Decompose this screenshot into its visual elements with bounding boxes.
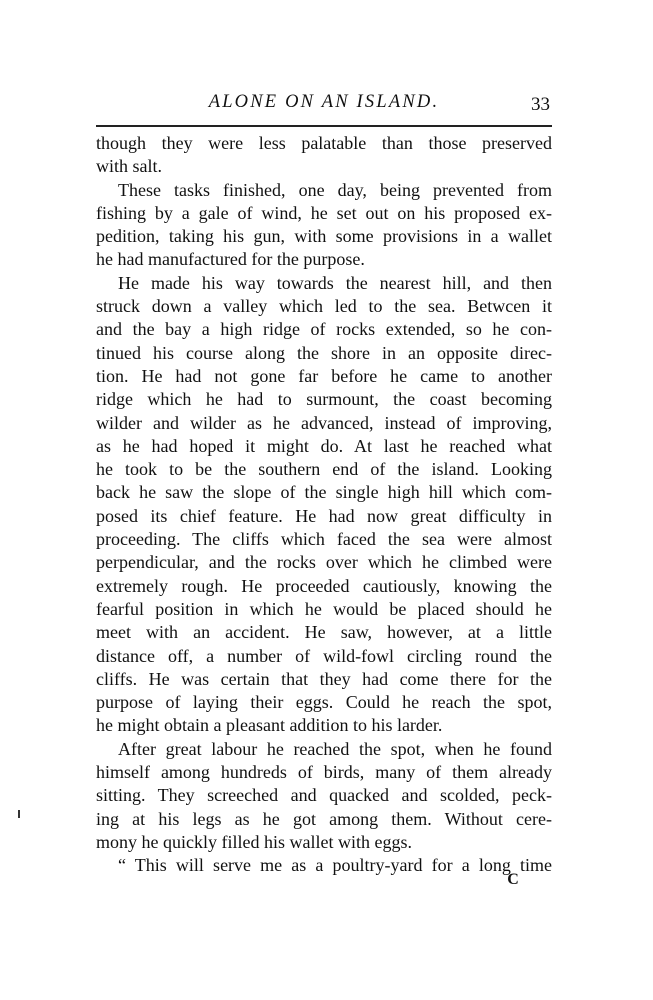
text-line: meet with an accident. He saw, however, at a little — [96, 622, 552, 643]
text-line: cliffs. He was certain that they had come there for the — [96, 668, 552, 689]
text-line: fearful position in which he would be placed should he — [96, 598, 552, 619]
text-line: with salt. — [96, 156, 162, 177]
text-line: he had manufactured for the purpose. — [96, 249, 365, 270]
text-line: ridge which he had to surmount, the coast becoming — [96, 389, 552, 410]
text-line: “ This will serve me as a poultry-yard for a long time — [118, 855, 552, 876]
text-line: tion. He had not gone far before he came to another — [96, 365, 552, 386]
text-line: ing at his legs as he got among them. Without cere- — [96, 808, 552, 829]
text-line: mony he quickly filled his wallet with eggs. — [96, 831, 412, 852]
text-line: extremely rough. He proceeded cautiously, knowing the — [96, 575, 552, 596]
text-line: distance off, a number of wild-fowl circling round the — [96, 645, 552, 666]
text-line: he might obtain a pleasant addition to his larder. — [96, 715, 443, 736]
text-line: After great labour he reached the spot, when he found — [118, 738, 552, 759]
body-text — [96, 132, 552, 878]
text-line: back he saw the slope of the single high hill which com- — [96, 482, 552, 503]
text-line: proceeding. The cliffs which faced the sea were almost — [96, 529, 552, 550]
text-line: perpendicular, and the rocks over which he climbed were — [96, 552, 552, 573]
text-line: sitting. They screeched and quacked and scolded, peck- — [96, 785, 552, 806]
text-line: posed its chief feature. He had now great difficulty in — [96, 505, 552, 526]
header-rule — [96, 125, 552, 127]
text-line: he took to be the southern end of the island. Looking — [96, 459, 552, 480]
text-line: tinued his course along the shore in an opposite direc- — [96, 342, 552, 363]
text-line: himself among hundreds of birds, many of them already — [96, 762, 552, 783]
text-line: wilder and wilder as he advanced, instead of improving, — [96, 412, 552, 433]
text-line: struck down a valley which led to the sea. Betwcen it — [96, 296, 552, 317]
margin-speck — [18, 810, 20, 818]
text-line: and the bay a high ridge of rocks extended, so he con- — [96, 319, 552, 340]
text-line: purpose of laying their eggs. Could he reach the spot, — [96, 692, 552, 713]
page-number: 33 — [531, 94, 550, 115]
text-line: These tasks finished, one day, being prevented from — [118, 179, 552, 200]
text-line: as he had hoped it might do. At last he reached what — [96, 435, 552, 456]
text-line: pedition, taking his gun, with some provisions in a wallet — [96, 226, 552, 247]
text-line: though they were less palatable than those preserved — [96, 133, 552, 153]
signature-mark: C — [507, 871, 519, 888]
running-head — [96, 88, 552, 124]
text-line: He made his way towards the nearest hill, and then — [118, 272, 552, 293]
running-title: ALONE ON AN ISLAND. — [208, 92, 440, 112]
text-line: fishing by a gale of wind, he set out on his proposed ex- — [96, 202, 552, 223]
